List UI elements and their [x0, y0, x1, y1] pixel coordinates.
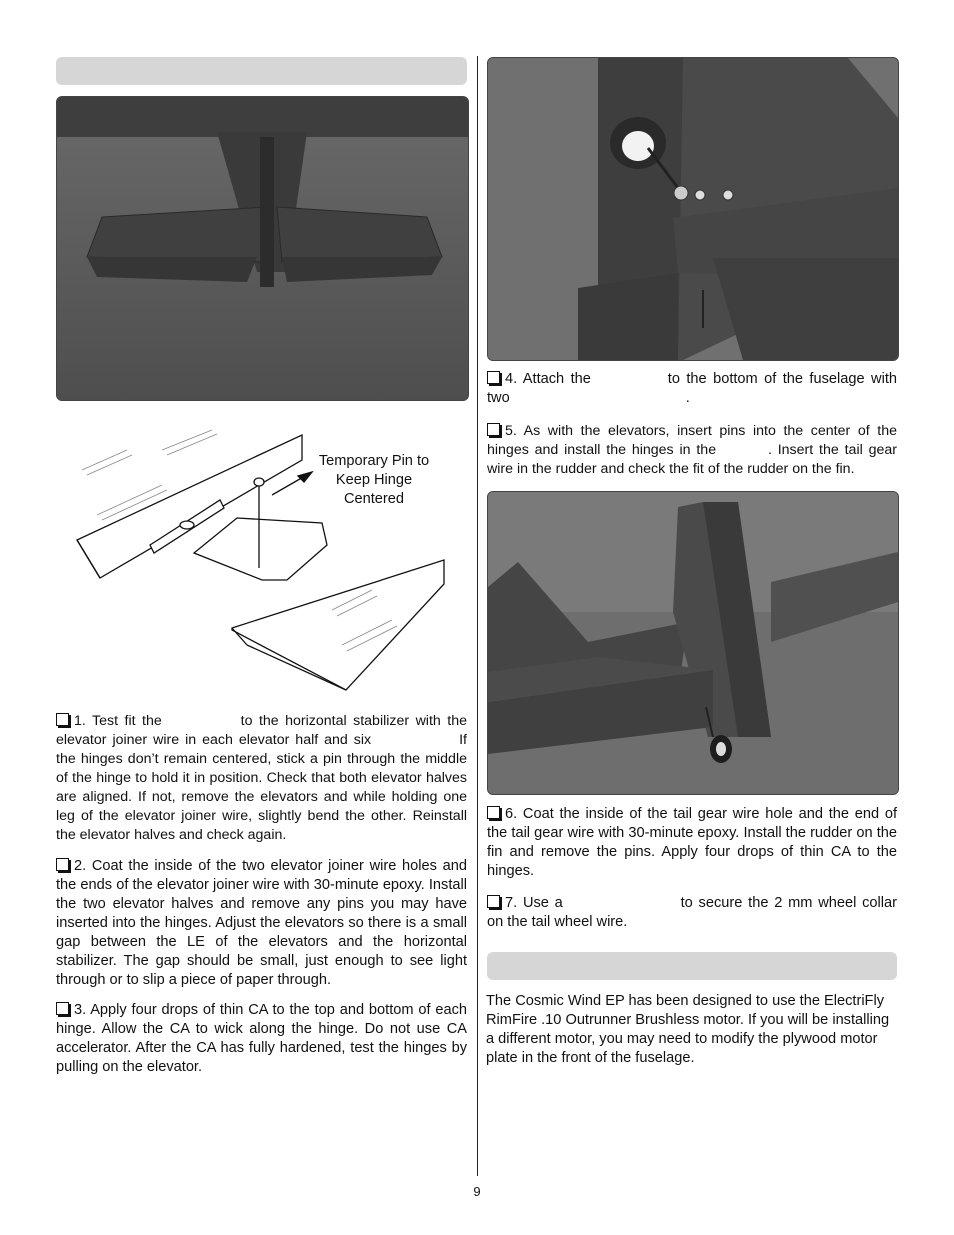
step-4-text-c: two — [487, 390, 510, 406]
step-1-text-b: to the horizontal stabilizer with the elevator joiner wire in each elevator half and six — [56, 713, 467, 748]
hinge-diagram — [72, 420, 467, 695]
motor-paragraph: The Cosmic Wind EP has been designed to use the ElectriFly RimFire .10 Outrunner Brushless motor. If you will be installing a different motor, you may need to modify the plywood motor plate in the front of the fuselage. — [486, 993, 890, 1066]
tail-gear-photo — [487, 57, 899, 361]
diagram-callout-label: Temporary Pin to Keep Hinge Centered — [318, 453, 430, 507]
column-divider — [477, 56, 478, 1176]
step-6-checkbox[interactable] — [487, 806, 500, 819]
step-1-checkbox[interactable] — [56, 713, 69, 726]
page-number: 9 — [473, 1184, 481, 1199]
step-1-text-c: If the hinges don’t remain centered, stick a pin through the middle of the hinge to hold it in position. Check that both elevator halves are aligned. If not, remove the elevators and while holding one leg of the elevator joiner wire, slightly bend the other. Reinstall the elevator halves and check again. — [56, 732, 467, 843]
step-4-text-d: . — [685, 390, 690, 406]
step-4-paragraph — [487, 370, 897, 408]
step-4-checkbox[interactable] — [487, 371, 500, 384]
step-6-paragraph — [487, 805, 897, 881]
elevator-photo-image — [57, 97, 468, 400]
step-7-text-b: to secure the 2 mm wheel collar on the tail wheel wire. — [487, 895, 897, 930]
step-7-text-a: 7. Use a — [505, 895, 563, 911]
left-section-header-bar — [56, 57, 467, 85]
step-6-text: 6. Coat the inside of the tail gear wire hole and the end of the tail gear wire with 30-minute epoxy. Install the rudder on the fin and remove the pins. Apply four drops of thin CA to the hinges. — [487, 806, 897, 879]
rudder-photo — [487, 491, 899, 795]
step-1-paragraph — [56, 712, 467, 845]
elevator-photo — [56, 96, 469, 401]
tail-gear-photo-image — [488, 58, 898, 360]
step-5-text-b: . Insert the tail gear wire in the rudder and check the fit of the rudder on the fin. — [487, 442, 897, 477]
step-5-text-a: 5. As with the elevators, insert pins into the center of the hinges and install the hinges in the — [487, 423, 897, 458]
step-4-text-b: to the bottom of the fuselage with — [667, 371, 897, 387]
step-2-checkbox[interactable] — [56, 858, 69, 871]
step-2-text: 2. Coat the inside of the two elevator joiner wire holes and the ends of the elevator joiner wire with 30-minute epoxy. Install the two elevator halves and remove any pins you may have inserted into the hinges. Adjust the elevators so there is a small gap between the LE of the elevators and the horizontal stabilizer. The gap should be small, just enough to see light through or to slip a piece of paper through. — [56, 858, 467, 988]
step-3-text: 3. Apply four drops of thin CA to the top and bottom of each hinge. Allow the CA to wick along the hinge. Do not use CA accelerator. After the CA has fully hardened, test the hinges by pulling on the elevator. — [56, 1002, 467, 1075]
step-5-checkbox[interactable] — [487, 423, 500, 436]
step-3-paragraph — [56, 1001, 467, 1077]
step-1-text-a: 1. Test fit the — [74, 713, 162, 729]
step-7-paragraph — [487, 894, 897, 932]
step-5-paragraph — [487, 422, 897, 479]
step-4-text-a: 4. Attach the — [505, 371, 591, 387]
step-7-checkbox[interactable] — [487, 895, 500, 908]
step-2-paragraph — [56, 857, 467, 990]
right-section-header-bar — [487, 952, 897, 980]
rudder-photo-image — [488, 492, 898, 794]
step-3-checkbox[interactable] — [56, 1002, 69, 1015]
